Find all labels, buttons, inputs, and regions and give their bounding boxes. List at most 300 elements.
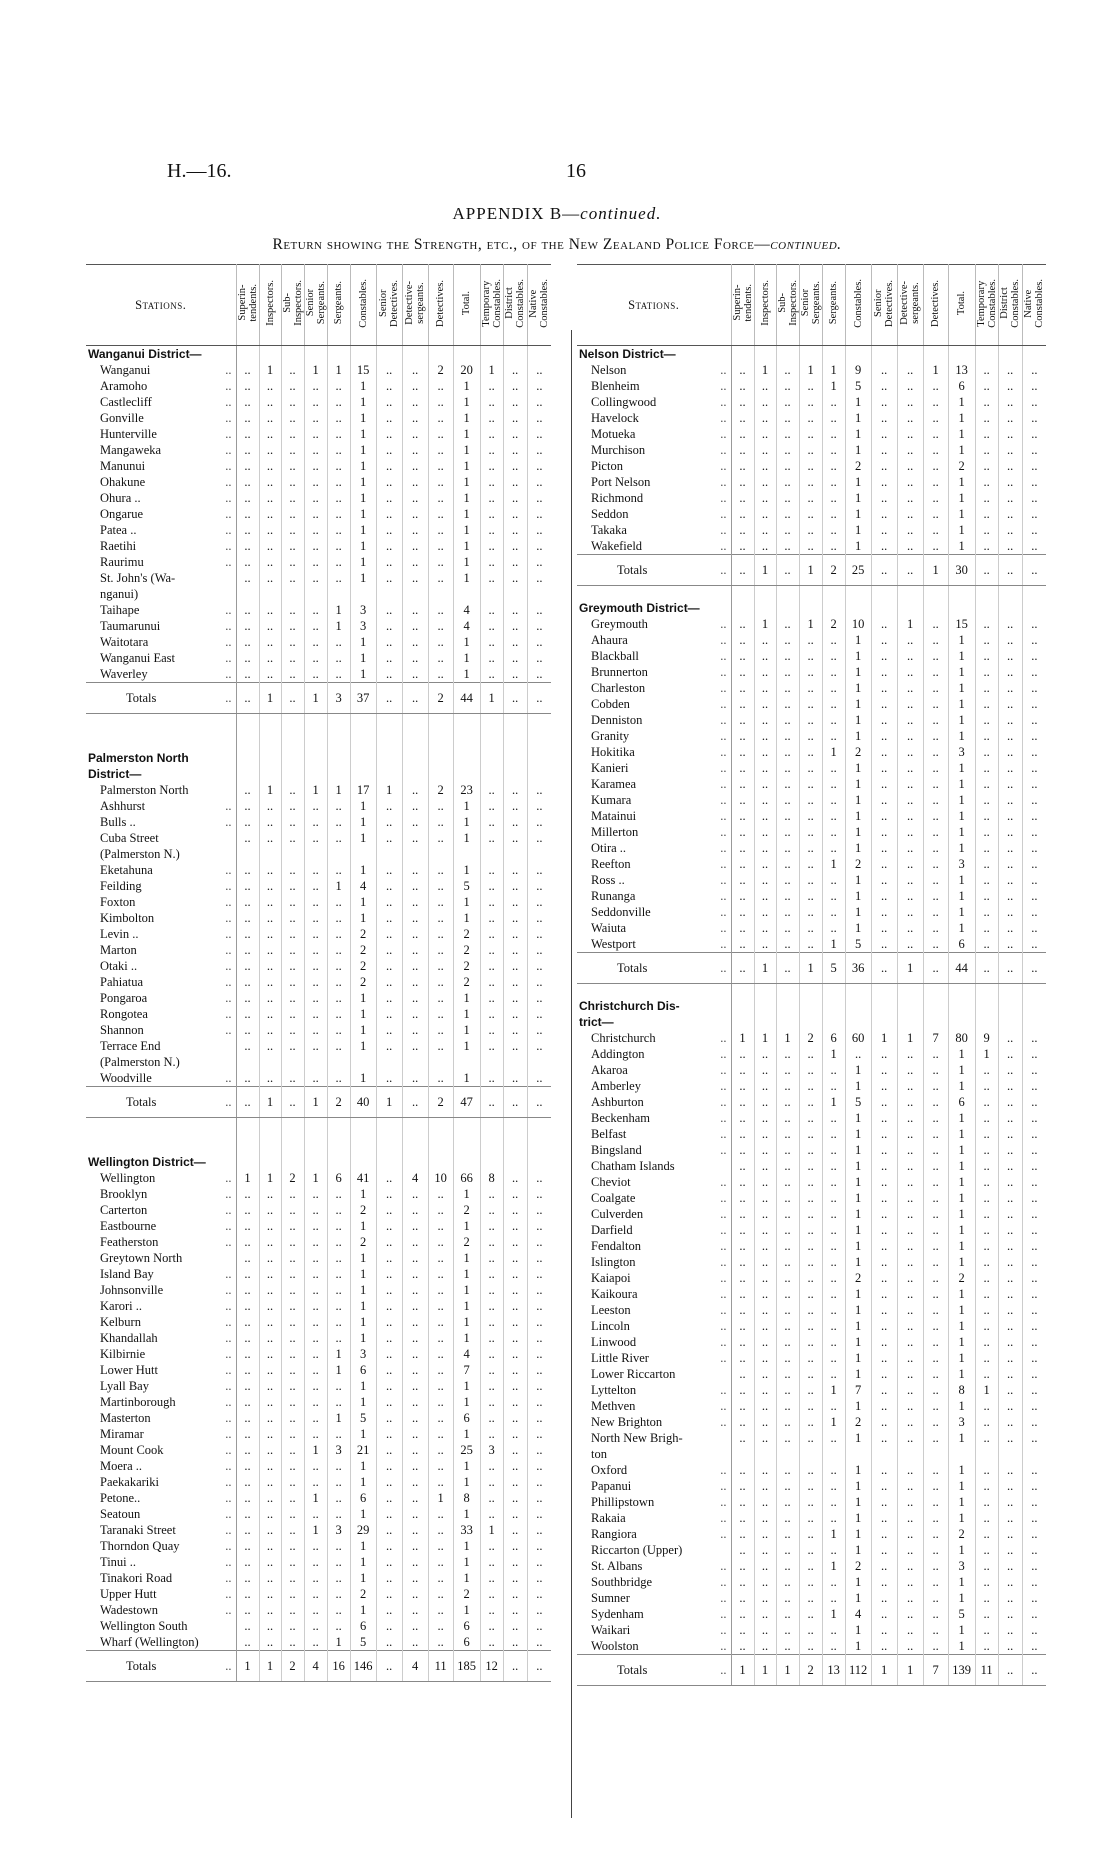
station-label: Hokitika (591, 745, 635, 759)
table-cell: .. (998, 1302, 1022, 1318)
table-cell: .. (402, 782, 428, 798)
table-cell (281, 1154, 304, 1170)
table-cell: 1 (453, 1186, 480, 1202)
table-cell: .. (897, 744, 923, 760)
table-cell: .. (480, 1490, 503, 1506)
station-label: Rakaia (591, 1511, 626, 1525)
table-cell (923, 1446, 948, 1462)
table-cell: .. (1031, 1623, 1038, 1637)
station-label: Paekakariki (100, 1475, 160, 1489)
table-cell: .. (975, 1366, 998, 1382)
table-cell: .. (327, 650, 350, 666)
table-cell: .. (376, 1586, 402, 1602)
table-cell: .. (304, 394, 327, 410)
table-cell: .. (259, 1298, 281, 1314)
table-cell: .. (776, 953, 799, 984)
table-cell (480, 1154, 503, 1170)
table-cell: .. (822, 1478, 845, 1494)
table-cell: 21 (350, 1442, 376, 1458)
table-cell: .. (871, 394, 897, 410)
leader-dots: .. (720, 1663, 727, 1677)
table-cell: .. (871, 1078, 897, 1094)
station-row (86, 1410, 551, 1426)
station-row (577, 1398, 1046, 1414)
table-cell: .. (923, 744, 948, 760)
table-cell (923, 984, 948, 999)
table-cell: .. (402, 1602, 428, 1618)
table-cell: .. (897, 1558, 923, 1574)
table-cell: .. (731, 1638, 754, 1655)
leader-dots: .. (720, 1255, 727, 1269)
leader-dots: .. (225, 459, 232, 473)
table-cell: .. (897, 808, 923, 824)
table-cell: .. (236, 378, 259, 394)
table-cell: .. (822, 394, 845, 410)
table-cell: .. (731, 1142, 754, 1158)
column-header-row (577, 265, 1046, 346)
table-cell: .. (1031, 1383, 1038, 1397)
table-cell: .. (731, 378, 754, 394)
table-cell: 1 (845, 840, 871, 856)
column-header-label: Senior Sergeants. (799, 281, 822, 325)
leader-dots: .. (225, 1363, 232, 1377)
table-cell: .. (871, 648, 897, 664)
table-cell: 1 (897, 616, 923, 632)
column-header (822, 265, 845, 346)
table-cell: .. (236, 1282, 259, 1298)
table-cell: 11 (428, 1651, 453, 1682)
leader-dots: .. (720, 1351, 727, 1365)
table-cell: .. (376, 1202, 402, 1218)
table-cell: .. (1031, 665, 1038, 679)
table-cell: .. (776, 808, 799, 824)
table-cell: .. (975, 538, 998, 555)
table-cell: 1 (350, 1506, 376, 1522)
station-name (86, 750, 236, 766)
station-name (577, 1366, 731, 1382)
table-cell: 1 (822, 856, 845, 872)
leader-dots: .. (720, 1271, 727, 1285)
table-cell: .. (259, 506, 281, 522)
table-cell: 3 (327, 1442, 350, 1458)
station-name (86, 1586, 236, 1602)
table-cell: .. (402, 814, 428, 830)
table-cell: .. (428, 798, 453, 814)
station-name (86, 830, 236, 846)
table-cell: .. (503, 830, 527, 846)
station-name (577, 1302, 731, 1318)
leader-dots: .. (225, 1507, 232, 1521)
leader-dots: .. (720, 379, 727, 393)
table-cell (327, 714, 350, 751)
table-cell: .. (376, 506, 402, 522)
table-cell: .. (822, 1622, 845, 1638)
station-label: Akaroa (591, 1063, 628, 1077)
table-cell (281, 1054, 304, 1070)
table-cell: .. (480, 1346, 503, 1362)
column-header-label: Detectives. (930, 279, 942, 327)
table-cell (327, 846, 350, 862)
station-label: Sumner (591, 1591, 630, 1605)
table-cell: .. (923, 680, 948, 696)
table-cell: .. (480, 1570, 503, 1586)
station-name (86, 1266, 236, 1282)
page-number: 16 (566, 160, 586, 182)
station-name (86, 1442, 236, 1458)
table-cell: .. (236, 830, 259, 846)
table-cell: 2 (428, 1087, 453, 1118)
table-cell: 1 (923, 555, 948, 586)
table-cell: .. (998, 506, 1022, 522)
table-cell: .. (376, 1602, 402, 1618)
table-cell: .. (731, 538, 754, 555)
table-cell: .. (871, 474, 897, 490)
table-cell: .. (731, 953, 754, 984)
table-cell: .. (536, 895, 543, 909)
table-cell: .. (480, 634, 503, 650)
table-cell: .. (236, 1202, 259, 1218)
table-cell: .. (536, 603, 543, 617)
table-cell: .. (731, 1622, 754, 1638)
station-name (86, 1006, 236, 1022)
table-cell: 1 (376, 782, 402, 798)
table-cell: .. (799, 410, 822, 426)
leader-dots: .. (225, 911, 232, 925)
table-cell: .. (402, 426, 428, 442)
table-cell: .. (259, 1006, 281, 1022)
station-row (577, 1030, 1046, 1046)
station-name (86, 1474, 236, 1490)
leader-dots: .. (720, 475, 727, 489)
table-cell: .. (428, 538, 453, 554)
leader-dots: .. (720, 921, 727, 935)
table-cell: .. (871, 1494, 897, 1510)
table-cell: .. (754, 1558, 776, 1574)
table-cell (402, 714, 428, 751)
table-cell: 3 (948, 1558, 975, 1574)
table-cell: .. (327, 666, 350, 683)
table-cell: 1 (453, 634, 480, 650)
table-cell: .. (402, 1087, 428, 1118)
table-cell: .. (776, 1366, 799, 1382)
table-cell: 5 (350, 1634, 376, 1651)
table-cell: .. (923, 808, 948, 824)
station-label: Addington (591, 1047, 645, 1061)
leader-dots: .. (720, 697, 727, 711)
table-cell (304, 846, 327, 862)
table-cell: .. (897, 1510, 923, 1526)
table-cell: .. (731, 1270, 754, 1286)
table-cell: .. (402, 1250, 428, 1266)
table-cell: .. (259, 1022, 281, 1038)
table-cell: 1 (350, 490, 376, 506)
table-cell: .. (480, 1282, 503, 1298)
station-label: Raurimu (100, 555, 144, 569)
table-cell (754, 586, 776, 601)
column-header-label: Temporary Constables. (975, 278, 998, 328)
table-cell: .. (776, 1382, 799, 1398)
table-cell: .. (428, 522, 453, 538)
table-cell (236, 1154, 259, 1170)
station-name (86, 1570, 236, 1586)
table-cell: .. (1031, 1463, 1038, 1477)
table-cell: 1 (897, 953, 923, 984)
table-cell: .. (754, 712, 776, 728)
table-cell: .. (1031, 411, 1038, 425)
table-cell: .. (259, 910, 281, 926)
table-cell: .. (975, 1142, 998, 1158)
table-cell: .. (897, 632, 923, 648)
table-cell: .. (897, 1638, 923, 1655)
table-cell: .. (536, 555, 543, 569)
table-cell (975, 346, 998, 363)
table-cell: .. (799, 1590, 822, 1606)
table-cell: 41 (350, 1170, 376, 1186)
leader-dots: .. (225, 1007, 232, 1021)
leader-dots: .. (720, 1607, 727, 1621)
table-cell: .. (281, 1586, 304, 1602)
table-cell (948, 346, 975, 363)
station-row (577, 792, 1046, 808)
table-cell: .. (799, 538, 822, 555)
table-cell: .. (428, 958, 453, 974)
table-cell: .. (897, 1206, 923, 1222)
table-cell: .. (822, 904, 845, 920)
station-name (577, 442, 731, 458)
table-cell: .. (776, 728, 799, 744)
table-cell: .. (376, 974, 402, 990)
table-cell: .. (897, 680, 923, 696)
table-cell: .. (799, 394, 822, 410)
table-cell: 1 (304, 362, 327, 378)
station-name (577, 1222, 731, 1238)
station-name (577, 1318, 731, 1334)
table-cell: 1 (948, 1110, 975, 1126)
table-cell (845, 346, 871, 363)
table-cell (1022, 346, 1046, 363)
table-cell: .. (731, 840, 754, 856)
table-cell: 1 (845, 1222, 871, 1238)
table-cell: 1 (822, 1382, 845, 1398)
table-cell: .. (754, 506, 776, 522)
station-row (577, 632, 1046, 648)
station-row (577, 474, 1046, 490)
table-cell: .. (428, 1522, 453, 1538)
station-name (577, 1510, 731, 1526)
table-cell: .. (327, 1022, 350, 1038)
table-cell: .. (998, 1606, 1022, 1622)
table-cell: .. (236, 958, 259, 974)
table-cell: .. (236, 894, 259, 910)
station-name (577, 760, 731, 776)
station-name (577, 1174, 731, 1190)
table-cell (776, 586, 799, 601)
table-cell: 3 (350, 618, 376, 634)
table-cell: .. (536, 379, 543, 393)
table-cell: .. (503, 1218, 527, 1234)
table-cell: .. (975, 696, 998, 712)
table-cell: .. (998, 1414, 1022, 1430)
column-header (350, 265, 376, 346)
table-cell: .. (503, 1506, 527, 1522)
table-cell: 1 (350, 1250, 376, 1266)
station-row (86, 910, 551, 926)
table-cell: .. (754, 1062, 776, 1078)
table-cell: .. (1031, 1319, 1038, 1333)
table-cell: .. (536, 879, 543, 893)
table-cell: .. (503, 1202, 527, 1218)
table-cell: .. (975, 1414, 998, 1430)
station-label: Kumara (591, 793, 632, 807)
table-cell: .. (897, 760, 923, 776)
station-name (86, 1298, 236, 1314)
table-cell: 60 (845, 1030, 871, 1046)
station-row (86, 1266, 551, 1282)
table-cell (281, 766, 304, 782)
station-label: Granity (591, 729, 630, 743)
table-cell: .. (799, 1510, 822, 1526)
stations-header: Stations. (86, 265, 236, 346)
column-header (754, 265, 776, 346)
station-label: Patea .. (100, 523, 137, 537)
table-cell: .. (923, 1462, 948, 1478)
table-cell: .. (503, 1298, 527, 1314)
table-cell: .. (871, 888, 897, 904)
table-cell: .. (923, 936, 948, 953)
table-cell: .. (327, 410, 350, 426)
table-cell: 1 (845, 1366, 871, 1382)
table-cell: .. (327, 458, 350, 474)
table-cell (527, 750, 551, 766)
table-cell: 1 (350, 1330, 376, 1346)
station-row (577, 394, 1046, 410)
table-cell: .. (480, 538, 503, 554)
table-cell: .. (503, 958, 527, 974)
table-cell: .. (871, 362, 897, 378)
table-cell: .. (480, 1038, 503, 1054)
table-cell: .. (799, 1302, 822, 1318)
table-cell: 112 (845, 1655, 871, 1686)
table-cell: .. (799, 776, 822, 792)
table-cell (1022, 586, 1046, 601)
table-cell: .. (480, 1618, 503, 1634)
table-cell: .. (731, 394, 754, 410)
table-cell: .. (897, 792, 923, 808)
table-cell (948, 1014, 975, 1030)
table-cell: .. (480, 1362, 503, 1378)
table-cell: .. (327, 1250, 350, 1266)
station-name (86, 474, 236, 490)
table-cell: .. (975, 426, 998, 442)
table-cell: .. (754, 808, 776, 824)
leader-dots: .. (225, 523, 232, 537)
table-cell: .. (923, 1430, 948, 1446)
station-row (577, 1558, 1046, 1574)
table-cell: .. (897, 1126, 923, 1142)
station-label: Blenheim (591, 379, 640, 393)
column-header (453, 265, 480, 346)
station-row (577, 680, 1046, 696)
table-cell: .. (754, 840, 776, 856)
table-cell: .. (776, 1334, 799, 1350)
table-cell (776, 346, 799, 363)
station-label: Seddonville (591, 905, 651, 919)
station-label: Aramoho (100, 379, 148, 393)
station-label: Mount Cook (100, 1443, 164, 1457)
table-cell: .. (845, 1046, 871, 1062)
table-cell: 1 (453, 554, 480, 570)
table-cell (948, 998, 975, 1014)
column-header-label: Native Constables. (528, 278, 551, 328)
table-cell: 1 (453, 490, 480, 506)
table-cell: .. (897, 1302, 923, 1318)
station-row (86, 586, 551, 602)
station-row (86, 666, 551, 683)
table-cell: .. (1031, 1591, 1038, 1605)
table-cell: .. (998, 1110, 1022, 1126)
table-cell: .. (998, 888, 1022, 904)
table-cell: 1 (948, 426, 975, 442)
table-cell: .. (731, 632, 754, 648)
table-cell: .. (799, 490, 822, 506)
station-label: Petone.. (100, 1491, 141, 1505)
table-cell: .. (281, 1426, 304, 1442)
table-cell: .. (923, 1542, 948, 1558)
table-cell: .. (799, 1110, 822, 1126)
table-cell (871, 600, 897, 616)
station-row (577, 1318, 1046, 1334)
table-cell: .. (536, 1635, 543, 1649)
table-cell: 1 (822, 1606, 845, 1622)
station-row (577, 1526, 1046, 1542)
table-cell: .. (281, 974, 304, 990)
table-cell: 1 (259, 683, 281, 714)
table-cell: .. (923, 616, 948, 632)
table-cell: .. (304, 1586, 327, 1602)
table-cell: .. (327, 1474, 350, 1490)
table-cell: .. (1031, 1511, 1038, 1525)
table-cell: .. (376, 1394, 402, 1410)
table-cell: 1 (897, 1655, 923, 1686)
table-cell: .. (998, 410, 1022, 426)
table-cell: .. (799, 1206, 822, 1222)
table-cell: .. (236, 1250, 259, 1266)
station-row (86, 1570, 551, 1586)
table-cell: 80 (948, 1030, 975, 1046)
table-cell: .. (402, 538, 428, 554)
table-cell: .. (376, 1234, 402, 1250)
table-cell: .. (799, 1414, 822, 1430)
station-label: Southbridge (591, 1575, 653, 1589)
table-cell: 1 (236, 1170, 259, 1186)
table-cell: .. (480, 1186, 503, 1202)
table-cell (480, 346, 503, 363)
table-cell (527, 846, 551, 862)
table-cell: .. (376, 1070, 402, 1087)
table-cell: .. (998, 1206, 1022, 1222)
table-cell (503, 750, 527, 766)
table-cell: .. (754, 904, 776, 920)
table-cell: .. (428, 878, 453, 894)
table-cell: .. (871, 1318, 897, 1334)
table-cell: .. (480, 394, 503, 410)
table-cell: 1 (327, 1346, 350, 1362)
table-cell (871, 984, 897, 999)
table-cell: .. (998, 362, 1022, 378)
table-cell: .. (327, 506, 350, 522)
table-cell: .. (776, 1078, 799, 1094)
table-cell: .. (923, 1574, 948, 1590)
